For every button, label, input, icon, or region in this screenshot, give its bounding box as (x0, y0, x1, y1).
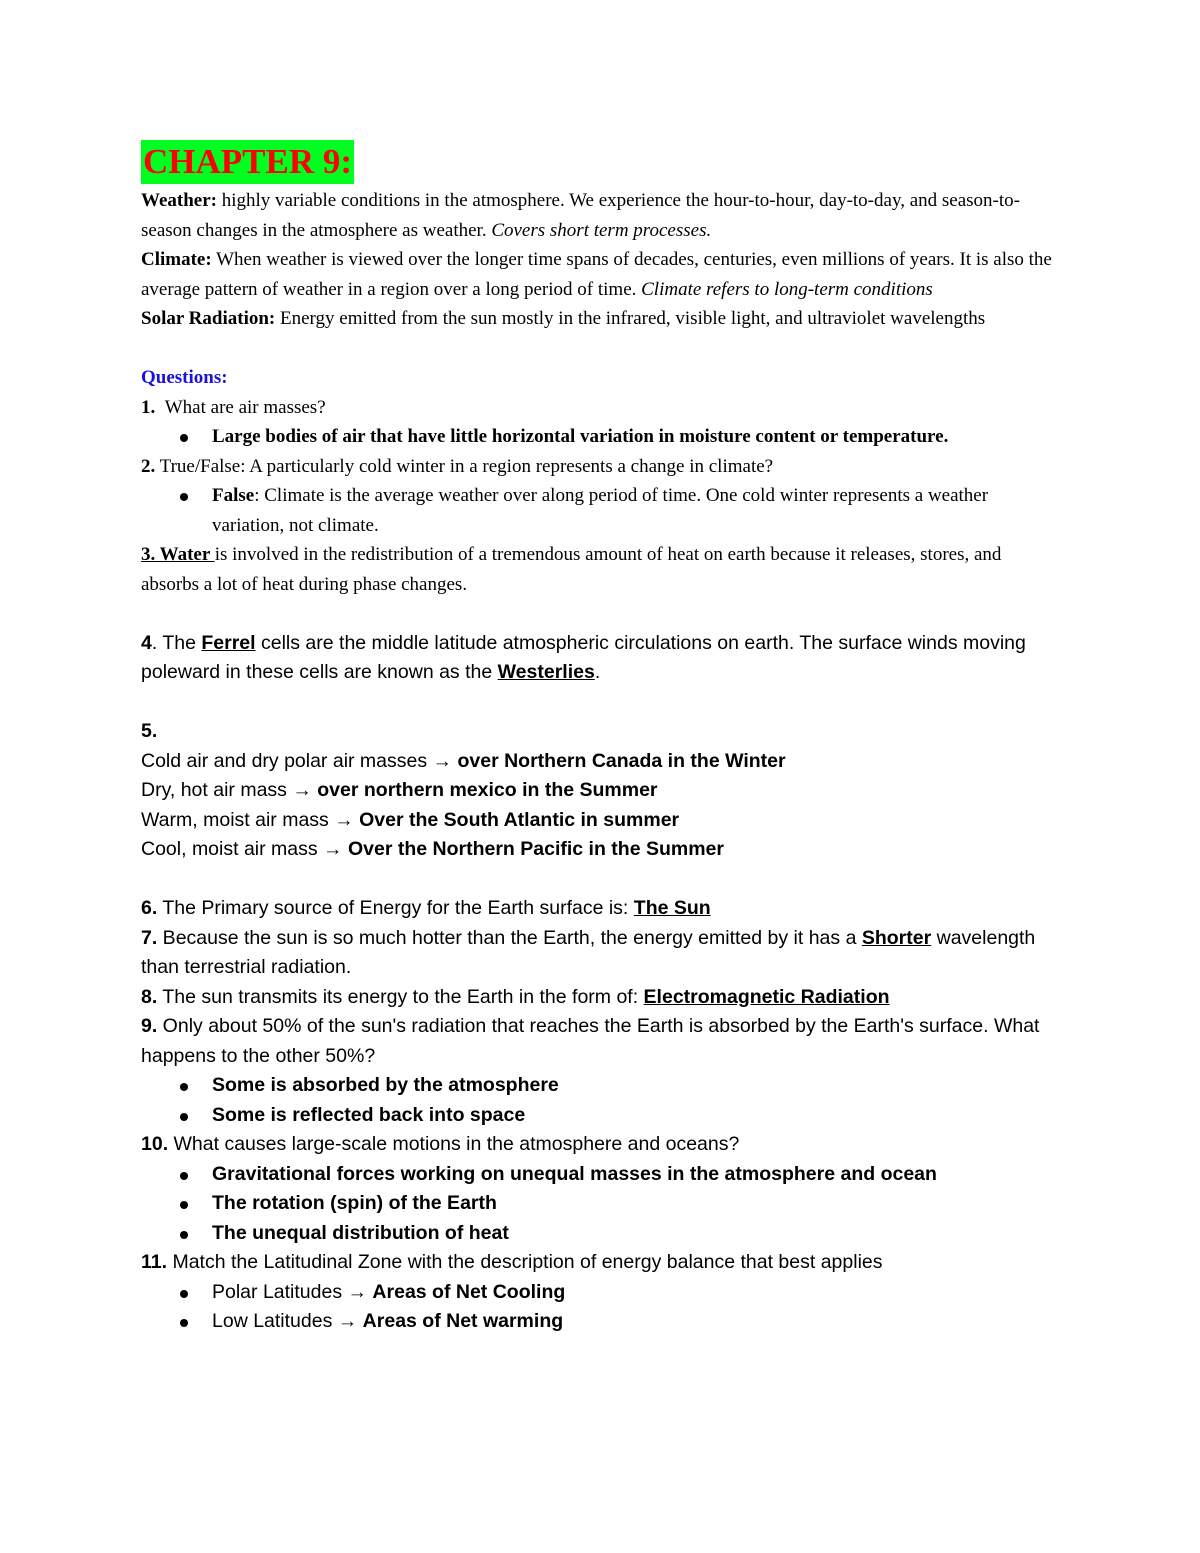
question-1: 1. What are air masses? (141, 396, 326, 418)
list-item: Polar Latitudes → Areas of Net Cooling (212, 1278, 1061, 1308)
question-11: 11. Match the Latitudinal Zone with the description of energy balance that best applies (141, 1251, 883, 1273)
definition-climate: Climate: When weather is viewed over the longer time spans of decades, centuries, even millions of years. It is also the average pattern of weather in a region over a long period of time. Climate refers to long-term conditions (141, 249, 1052, 300)
questions-heading: Questions: (141, 367, 228, 388)
list-item: The unequal distribution of heat (212, 1219, 1061, 1249)
question-7: 7. Because the sun is so much hotter than the Earth, the energy emitted by it has a Shorter wavelength than terrestrial radiation. (141, 926, 1036, 978)
q5-row: Cool, moist air mass → Over the Northern Pacific in the Summer (141, 838, 724, 860)
answer-list-9 (141, 1071, 1061, 1130)
sans-section (141, 599, 1061, 1337)
term-climate: Climate: (141, 249, 212, 270)
q5-row: Warm, moist air mass → Over the South Atlantic in summer (141, 808, 680, 831)
definitions (141, 186, 1061, 599)
q5-row: Cold air and dry polar air masses → over Northern Canada in the Winter (141, 749, 786, 772)
question-5: 5. (141, 720, 158, 742)
definition-solar-radiation: Solar Radiation: Energy emitted from the sun mostly in the infrared, visible light, and ultraviolet wavelengths (141, 308, 986, 329)
chapter-title: CHAPTER 9: (141, 140, 354, 184)
list-item: Some is absorbed by the atmosphere (212, 1071, 1061, 1101)
term-solar-radiation: Solar Radiation: (141, 308, 276, 329)
answer-list-10 (141, 1160, 1061, 1249)
document-page (141, 140, 1061, 1337)
question-10: 10. What causes large-scale motions in the atmosphere and oceans? (141, 1133, 740, 1155)
answer-list-2 (141, 481, 1061, 540)
question-6: 6. The Primary source of Energy for the Earth surface is: The Sun (141, 897, 711, 919)
question-2: 2. True/False: A particularly cold winter in a region represents a change in climate? (141, 455, 774, 477)
question-9: 9. Only about 50% of the sun's radiation that reaches the Earth is absorbed by the Earth's surface. What happens to the other 50%? (141, 1015, 1040, 1067)
list-item: False: Climate is the average weather over along period of time. One cold winter represents a weather variation, not climate. (212, 481, 1061, 540)
answer-list-1 (141, 422, 1061, 452)
list-item: Low Latitudes → Areas of Net warming (212, 1307, 1061, 1337)
list-item: Gravitational forces working on unequal masses in the atmosphere and ocean (212, 1160, 1061, 1190)
list-item: Large bodies of air that have little horizontal variation in moisture content or temperature. (212, 422, 1061, 452)
definition-weather: Weather: highly variable conditions in the atmosphere. We experience the hour-to-hour, day-to-day, and season-to-season changes in the atmosphere as weather. Covers short term processes. (141, 190, 1020, 241)
list-item: Some is reflected back into space (212, 1101, 1061, 1131)
answer-list-11 (141, 1278, 1061, 1337)
question-3: 3. Water is involved in the redistribution of a tremendous amount of heat on earth because it releases, stores, and absorbs a lot of heat during phase changes. (141, 544, 1002, 595)
q5-row: Dry, hot air mass → over northern mexico in the Summer (141, 779, 658, 801)
question-4: 4. The Ferrel cells are the middle latitude atmospheric circulations on earth. The surface winds moving poleward in these cells are known as the Westerlies. (141, 631, 1026, 683)
question-8: 8. The sun transmits its energy to the Earth in the form of: Electromagnetic Radiation (141, 985, 890, 1008)
list-item: The rotation (spin) of the Earth (212, 1189, 1061, 1219)
term-weather: Weather: (141, 190, 217, 211)
